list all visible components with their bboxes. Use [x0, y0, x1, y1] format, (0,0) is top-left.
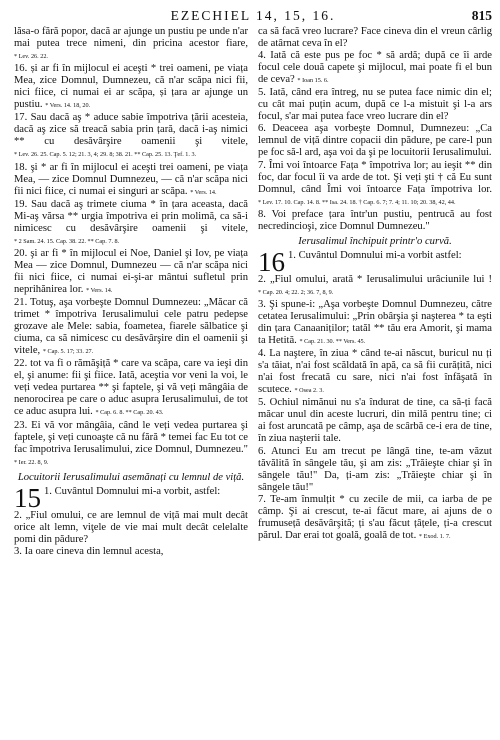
cross-reference: * Cap. 6. 8. ** Cap. 20. 43. — [95, 409, 164, 417]
verse-text: 23. Ei vă vor mângâia, când le veți vedea purtarea şi faptele, şi veți cunoaşte că nu fără * temei fac Eu tot ce fac împotriva Ierusalimului, zice Domnul, Dumnezeu." — [14, 419, 248, 455]
section-title: Ierusalimul închipuit printr'o curvă. — [298, 235, 452, 247]
verse — [14, 248, 248, 297]
cross-reference: * Cap. 5. 17; 33. 27. — [42, 348, 94, 356]
verse — [258, 494, 492, 543]
verse — [258, 160, 492, 209]
cross-reference: * Exod. 1. 7. — [418, 532, 451, 540]
verse — [258, 26, 492, 50]
verse-text: 22. tot va fi o rămăşiță * care va scăpa, care va ieşi din el, şi anume: fii şi fiice. Iată, aceştia vor veni la voi, le veți vedea purtarea ** şi faptele, şi vă veți mângâia de nenorocirea pe care o aduc asupra Ierusalimului, de tot ce aduc asupra lui. — [14, 358, 248, 418]
chapter-start — [14, 482, 248, 513]
verse-text: 7. Îmi voi întoarce Fața * împotriva lor; au ieşit ** din foc, dar focul îi va arde de tot. Şi veți şti † că Eu sunt Domnul, când Îmi voi întoarce Fața împotriva lor. — [258, 159, 492, 195]
verse — [258, 446, 492, 494]
chapter-number: 16 — [258, 246, 285, 277]
left-column — [14, 26, 248, 738]
verse-text: 4. La naştere, în ziua * când te-ai născut, buricul nu ți s'a tăiat, n'ai fost scăldată în apă, ca să fii curățită, nici n'ai fost frecată cu sare, nici n'ai fost înfăşată în scutece. — [258, 348, 492, 396]
cross-reference: * Lev. 17. 10. Cap. 14. 8. ** Isa. 24. 18. † Cap. 6. 7; 7. 4; 11. 10; 20. 38, 42, 44. — [258, 198, 456, 206]
cross-reference: * Ioan 15. 6. — [297, 77, 329, 85]
verse-text: 1. Cuvântul Domnului mi-a vorbit astfel: — [288, 249, 462, 261]
page-header — [14, 0, 492, 26]
chapter-start — [258, 246, 492, 277]
verse — [14, 420, 248, 469]
verse-text: 18. şi * ar fi în mijlocul ei aceşti trei oameni, pe viața Mea, — zice Domnul Dumnezeu, — că n'ar scăpa nici fii nici fiice, ci numai ei singuri ar scăpa. — [14, 161, 248, 197]
verse-text: 6. Atunci Eu am trecut pe lângă tine, te-am văzut tăvălită în sângele tău, şi am zis: „Trăieşte chiar şi în sângele tău!" Da, ți-am zis: „Trăieşte chiar şi în sângele tău!" — [258, 445, 492, 493]
chapter-number: 15 — [14, 482, 41, 513]
verse — [258, 123, 492, 159]
verse — [14, 199, 248, 248]
verse — [14, 546, 248, 558]
cross-reference: * Vers. 14. — [86, 286, 113, 294]
verse-text: 7. Te-am înmulțit * cu zecile de mii, ca iarba de pe câmp. Şi ai crescut, te-ai făcut mare, ai ajuns de o frumuseță desăvârşită; ți s'au făcut țâțele, ți-a crescut părul. Dar erai tot goală, goală de tot. — [258, 493, 492, 541]
verse — [14, 162, 248, 199]
verse-text: 21. Totuş, aşa vorbeşte Domnul Dumnezeu: „Măcar că trimet * împotriva Ierusalimului cele patru pedepse grozave ale Mele: sabia, foametea, fiarele sălbatice şi ciuma, ca să nimicesc cu desăvârşire din el oamenii şi vitele, — [14, 297, 248, 357]
verse-text: 3. Ia oare cineva din lemnul acesta, — [14, 545, 164, 557]
cross-reference: * Vers. 14. 18, 20. — [45, 102, 91, 110]
verse — [14, 358, 248, 419]
verse-text: 2. „Fiul omului, arată * Ierusalimului urâciunile lui ! — [258, 273, 492, 285]
cross-reference: * Cap. 20. 4; 22. 2; 36. 7, 8, 9. — [258, 288, 334, 296]
cross-reference: * Ier. 22. 8, 9. — [14, 458, 49, 466]
verse-text: 20. şi ar fi * în mijlocul ei Noe, Daniel şi Iov, pe viața Mea — zice Domnul, Dumnezeu — că n'ar scăpa nici fii nici fiice, ci numai ei-şi-ar mântui sufletul prin neprihănirea lor. — [14, 247, 248, 295]
verse — [258, 348, 492, 397]
cross-reference: * Lev. 26. 22. — [14, 53, 48, 61]
verse — [258, 397, 492, 445]
verse — [258, 274, 492, 299]
page-number: 815 — [471, 8, 492, 23]
right-column — [258, 26, 492, 738]
cross-reference: * 2 Sam. 24. 15. Cap. 38. 22. ** Cap. 7. 8. — [14, 237, 120, 245]
verse-text: 19. Sau dacă aş trimete ciuma * în țara aceasta, dacă Mi-aş vărsa ** urgia împotriva ei prin molimă, ca să-i nimicesc cu desăvârşire oamenii şi vitele, — [14, 198, 248, 234]
verse — [14, 26, 248, 63]
verse-text: 2. „Fiul omului, ce are lemnul de viță mai mult decât orice alt lemn, viţele de vie mai mult decât celelalte pomi din pădure? — [14, 509, 248, 545]
cross-reference: * Vers. 14. — [190, 188, 217, 196]
verse-text: 4. Iată că este pus pe foc * să ardă; după ce îi arde focul cele două capete şi mijlocul, mai poate fi el bun de ceva? — [258, 50, 492, 86]
text-columns — [14, 26, 492, 738]
verse-text: 3. Şi spune-i: „Aşa vorbeşte Domnul Dumnezeu, către cetatea Ierusalimului: „Prin obârşia şi naşterea * ta eşti din țara Canaaniților; tatăl ** tău era Amorit, şi mama ta Hetită. — [258, 298, 492, 347]
verse-text: ca să facă vreo lucrare? Face cineva din el vreun cârlig de atârnat ceva în el? — [258, 26, 492, 50]
verse — [14, 510, 248, 546]
verse-text: 5. Iată, când era întreg, nu se putea face nimic din el; cu cât mai puțin acum, după ce l-a mistuit şi l-a ars focul, s'ar mai putea face vreo lucrare din el? — [258, 87, 492, 123]
verse — [14, 297, 248, 358]
verse — [258, 87, 492, 123]
verse-text: 17. Sau dacă aş * aduce sabie împotriva țării acesteia, dacă aş zice să treacă sabia prin țară, dacă i-aş nimici ** cu desăvârşire oamenii şi vitele, — [14, 112, 248, 148]
verse — [14, 112, 248, 161]
verse — [258, 299, 492, 348]
verse-text: 16. și ar fi în mijlocul ei aceşti * trei oameni, pe viața Mea, zice Domnul, Dumnezeu, că n'ar scăpa nici fii, nici fiice, ci numai ei ar scăpa, și țara ar ajunge un pustiu. — [14, 63, 248, 111]
verse — [258, 209, 492, 233]
running-title: EZECHIEL 14, 15, 16. — [170, 8, 336, 23]
section-title: Locuitorii Ierusalimului asemănați cu lemnul de viță. — [17, 471, 245, 483]
cross-reference: * Osea 2. 3. — [294, 387, 324, 395]
verse-text: 1. Cuvântul Domnului mi-a vorbit, astfel: — [44, 485, 221, 497]
verse-text: lăsa-o fără popor, dacă ar ajunge un pustiu pe unde n'ar mai putea trece nimeni, din pricina acestor fiare, — [14, 26, 248, 50]
verse — [14, 63, 248, 112]
verse-text: 5. Ochiul nimănui nu s'a îndurat de tine, ca să-ți facă măcar unul din aceste lucruri, din milă pentru tine; ci ai fost aruncată pe câmp, aşa de scârbă ce-i era de tine, în ziua naşterii tale. — [258, 397, 492, 445]
verse-text: 6. Deaceea aşa vorbeşte Domnul, Dumnezeu: „Ca lemnul de viță dintre copacii din pădure, pe care-l pun pe foc să-l ard, aşa voi da şi pe locuitorii Ierusalimului. — [258, 123, 492, 159]
cross-reference: * Cap. 21. 30. ** Vers. 45. — [299, 338, 366, 346]
verse-text: 8. Voi preface țara într'un pustiu, pentrucă au fost necredincioşi, zice Domnul Dumnezeu." — [258, 208, 492, 232]
verse — [258, 50, 492, 87]
cross-reference: * Lev. 26. 25. Cap. 5. 12; 21. 3, 4; 29. 8; 38. 21. ** Cap. 25. 13. Ţef. 1. 3. — [14, 151, 197, 159]
